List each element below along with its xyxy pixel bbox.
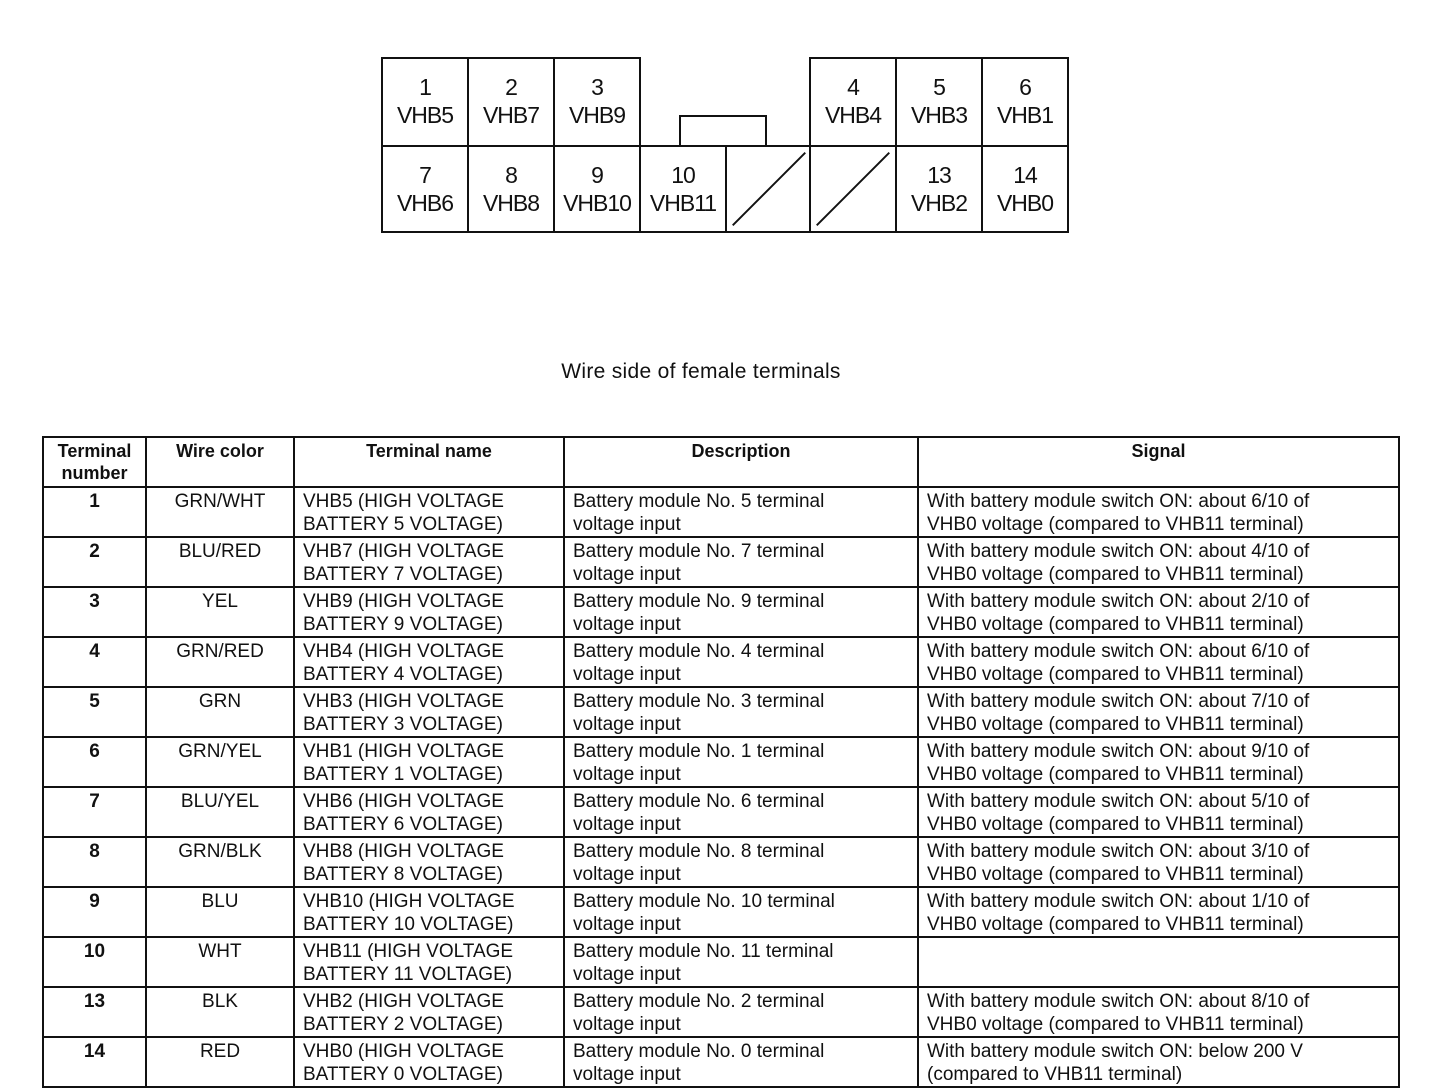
cell-line: Battery module No. 6 terminal (573, 791, 825, 812)
cell-terminal-name (294, 837, 564, 887)
table-row (43, 487, 1399, 537)
cell-line: VHB0 voltage (compared to VHB11 terminal) (927, 1014, 1304, 1035)
table-body (43, 487, 1399, 1087)
cell-line: voltage input (573, 564, 681, 585)
header-line: number (61, 463, 128, 483)
cell-line: voltage input (573, 1014, 681, 1035)
terminal-label: VHB3 (910, 102, 968, 128)
terminal-number: 5 (933, 74, 945, 100)
terminal-label: VHB7 (482, 102, 540, 128)
cell-line: BATTERY 11 VOLTAGE) (303, 964, 513, 985)
cell-terminal-name (294, 937, 564, 987)
terminal-number: 6 (1019, 74, 1031, 100)
unused-slash-icon (811, 147, 895, 231)
table-row (43, 787, 1399, 837)
cell-description (564, 637, 918, 687)
header-description: Description (564, 437, 918, 487)
cell-description (564, 787, 918, 837)
cell-description (564, 837, 918, 887)
cell-signal (918, 837, 1399, 887)
cell-line: voltage input (573, 514, 681, 535)
cell-terminal-number: 13 (43, 987, 146, 1037)
cell-line: Battery module No. 8 terminal (573, 841, 825, 862)
cell-line: VHB5 (HIGH VOLTAGE (303, 491, 504, 512)
cell-wire-color: WHT (146, 937, 294, 987)
cell-terminal-number: 4 (43, 637, 146, 687)
cell-line: Battery module No. 5 terminal (573, 491, 825, 512)
connector-lock-tab (679, 115, 767, 147)
table-row (43, 687, 1399, 737)
cell-line: VHB0 voltage (compared to VHB11 terminal) (927, 664, 1304, 685)
cell-line: With battery module switch ON: about 5/10 of (927, 791, 1310, 812)
connector-terminal-10 (639, 145, 727, 233)
table-row (43, 1037, 1399, 1087)
connector-terminal-1 (381, 57, 469, 147)
cell-terminal-name (294, 587, 564, 637)
cell-line: Battery module No. 4 terminal (573, 641, 825, 662)
cell-line: Battery module No. 1 terminal (573, 741, 825, 762)
cell-terminal-number: 5 (43, 687, 146, 737)
cell-line: VHB0 voltage (compared to VHB11 terminal) (927, 914, 1304, 935)
header-line: Terminal (57, 441, 132, 461)
cell-terminal-number: 3 (43, 587, 146, 637)
cell-line: BATTERY 8 VOLTAGE) (303, 864, 503, 885)
connector-terminal-2 (467, 57, 555, 147)
table-row (43, 937, 1399, 987)
cell-line: VHB6 (HIGH VOLTAGE (303, 791, 504, 812)
header-signal: Signal (918, 437, 1399, 487)
cell-line: BATTERY 6 VOLTAGE) (303, 814, 503, 835)
cell-line: With battery module switch ON: about 9/10 of (927, 741, 1310, 762)
cell-line: VHB3 (HIGH VOLTAGE (303, 691, 504, 712)
cell-wire-color: GRN/YEL (146, 737, 294, 787)
cell-terminal-name (294, 537, 564, 587)
terminal-number: 7 (419, 162, 431, 188)
cell-line: BATTERY 1 VOLTAGE) (303, 764, 503, 785)
cell-signal (918, 937, 1399, 987)
cell-line: With battery module switch ON: about 6/10 of (927, 491, 1310, 512)
cell-terminal-number: 14 (43, 1037, 146, 1087)
cell-terminal-name (294, 637, 564, 687)
cell-description (564, 587, 918, 637)
cell-line: BATTERY 7 VOLTAGE) (303, 564, 503, 585)
cell-wire-color: RED (146, 1037, 294, 1087)
terminal-label: VHB1 (996, 102, 1054, 128)
cell-line: With battery module switch ON: about 2/10 of (927, 591, 1310, 612)
cell-line: VHB8 (HIGH VOLTAGE (303, 841, 504, 862)
unused-slash-icon (727, 147, 811, 231)
cell-signal (918, 637, 1399, 687)
cell-line: (compared to VHB11 terminal) (927, 1064, 1183, 1085)
terminal-number: 1 (419, 74, 431, 100)
connector-terminal-unused-12 (809, 145, 897, 233)
cell-wire-color: BLU (146, 887, 294, 937)
cell-signal (918, 1037, 1399, 1087)
table-row (43, 587, 1399, 637)
cell-line: VHB4 (HIGH VOLTAGE (303, 641, 504, 662)
cell-line: voltage input (573, 664, 681, 685)
terminal-label: VHB10 (563, 190, 631, 216)
terminal-label: VHB4 (824, 102, 882, 128)
cell-line: With battery module switch ON: about 7/10 of (927, 691, 1310, 712)
cell-line: Battery module No. 9 terminal (573, 591, 825, 612)
cell-terminal-number: 1 (43, 487, 146, 537)
terminal-label: VHB2 (910, 190, 968, 216)
cell-line: voltage input (573, 964, 681, 985)
cell-terminal-name (294, 987, 564, 1037)
terminal-label: VHB6 (396, 190, 454, 216)
cell-signal (918, 587, 1399, 637)
cell-line: With battery module switch ON: about 8/10 of (927, 991, 1310, 1012)
cell-line: With battery module switch ON: about 3/10 of (927, 841, 1310, 862)
cell-line: BATTERY 2 VOLTAGE) (303, 1014, 503, 1035)
cell-signal (918, 737, 1399, 787)
cell-line: With battery module switch ON: below 200 V (927, 1041, 1303, 1062)
table-row (43, 737, 1399, 787)
table-row (43, 987, 1399, 1037)
terminal-number: 4 (847, 74, 859, 100)
cell-signal (918, 787, 1399, 837)
terminal-label: VHB8 (482, 190, 540, 216)
header-terminal-name: Terminal name (294, 437, 564, 487)
cell-line: VHB0 voltage (compared to VHB11 terminal) (927, 614, 1304, 635)
connector-terminal-7 (381, 145, 469, 233)
cell-wire-color: BLK (146, 987, 294, 1037)
cell-line: VHB0 voltage (compared to VHB11 terminal) (927, 864, 1304, 885)
cell-description (564, 987, 918, 1037)
cell-line: Battery module No. 11 terminal (573, 941, 834, 962)
cell-terminal-name (294, 787, 564, 837)
cell-line: VHB0 voltage (compared to VHB11 terminal) (927, 714, 1304, 735)
connector-terminal-5 (895, 57, 983, 147)
cell-description (564, 937, 918, 987)
cell-description (564, 687, 918, 737)
cell-line: VHB9 (HIGH VOLTAGE (303, 591, 504, 612)
header-terminal-number (43, 437, 146, 487)
cell-line: BATTERY 9 VOLTAGE) (303, 614, 503, 635)
terminal-number: 9 (591, 162, 603, 188)
cell-terminal-number: 7 (43, 787, 146, 837)
cell-terminal-name (294, 887, 564, 937)
connector-terminal-13 (895, 145, 983, 233)
cell-wire-color: GRN/RED (146, 637, 294, 687)
cell-description (564, 537, 918, 587)
connector-terminal-4 (809, 57, 897, 147)
cell-wire-color: YEL (146, 587, 294, 637)
cell-line: voltage input (573, 614, 681, 635)
cell-wire-color: BLU/RED (146, 537, 294, 587)
terminal-number: 3 (591, 74, 603, 100)
terminal-label: VHB11 (649, 190, 717, 216)
table-row (43, 837, 1399, 887)
connector-terminal-8 (467, 145, 555, 233)
cell-wire-color: GRN/BLK (146, 837, 294, 887)
cell-line: With battery module switch ON: about 1/10 of (927, 891, 1310, 912)
cell-line: VHB0 voltage (compared to VHB11 terminal) (927, 814, 1304, 835)
cell-line: voltage input (573, 1064, 681, 1085)
terminal-number: 13 (927, 162, 951, 188)
cell-terminal-name (294, 487, 564, 537)
terminal-number: 14 (1013, 162, 1037, 188)
cell-line: BATTERY 5 VOLTAGE) (303, 514, 503, 535)
cell-line: VHB0 voltage (compared to VHB11 terminal) (927, 764, 1304, 785)
cell-line: voltage input (573, 814, 681, 835)
cell-terminal-number: 10 (43, 937, 146, 987)
cell-line: voltage input (573, 714, 681, 735)
cell-line: VHB7 (HIGH VOLTAGE (303, 541, 504, 562)
cell-terminal-name (294, 687, 564, 737)
cell-terminal-number: 8 (43, 837, 146, 887)
cell-line: With battery module switch ON: about 6/10 of (927, 641, 1310, 662)
terminal-label: VHB9 (568, 102, 626, 128)
cell-terminal-number: 9 (43, 887, 146, 937)
diagram-caption: Wire side of female terminals (561, 360, 841, 383)
connector-terminal-14 (981, 145, 1069, 233)
cell-description (564, 737, 918, 787)
table-header-row (43, 437, 1399, 487)
connector-terminal-unused-11 (725, 145, 813, 233)
cell-line: VHB0 (HIGH VOLTAGE (303, 1041, 504, 1062)
cell-line: Battery module No. 3 terminal (573, 691, 825, 712)
terminal-number: 2 (505, 74, 517, 100)
cell-terminal-number: 2 (43, 537, 146, 587)
cell-signal (918, 487, 1399, 537)
terminal-table-container (42, 436, 1398, 1088)
table-row (43, 537, 1399, 587)
cell-signal (918, 537, 1399, 587)
connector-terminal-3 (553, 57, 641, 147)
table-row (43, 887, 1399, 937)
cell-line: VHB2 (HIGH VOLTAGE (303, 991, 504, 1012)
cell-line: voltage input (573, 764, 681, 785)
cell-line: With battery module switch ON: about 4/10 of (927, 541, 1310, 562)
cell-terminal-name (294, 737, 564, 787)
terminal-number: 10 (671, 162, 695, 188)
cell-wire-color: GRN (146, 687, 294, 737)
cell-line: VHB0 voltage (compared to VHB11 terminal) (927, 564, 1304, 585)
cell-line: voltage input (573, 914, 681, 935)
terminal-label: VHB0 (996, 190, 1054, 216)
terminal-number: 8 (505, 162, 517, 188)
cell-line: BATTERY 0 VOLTAGE) (303, 1064, 503, 1085)
cell-line: VHB11 (HIGH VOLTAGE (303, 941, 514, 962)
cell-signal (918, 987, 1399, 1037)
cell-signal (918, 887, 1399, 937)
cell-line: voltage input (573, 864, 681, 885)
cell-wire-color: BLU/YEL (146, 787, 294, 837)
cell-line: VHB1 (HIGH VOLTAGE (303, 741, 504, 762)
cell-description (564, 487, 918, 537)
cell-line: Battery module No. 0 terminal (573, 1041, 825, 1062)
cell-description (564, 1037, 918, 1087)
table-row (43, 637, 1399, 687)
connector-diagram (381, 57, 1069, 233)
cell-line: Battery module No. 2 terminal (573, 991, 825, 1012)
cell-line: BATTERY 4 VOLTAGE) (303, 664, 503, 685)
cell-terminal-number: 6 (43, 737, 146, 787)
cell-line: Battery module No. 7 terminal (573, 541, 825, 562)
header-wire-color: Wire color (146, 437, 294, 487)
cell-terminal-name (294, 1037, 564, 1087)
terminal-label: VHB5 (396, 102, 454, 128)
cell-line: BATTERY 3 VOLTAGE) (303, 714, 503, 735)
cell-line: Battery module No. 10 terminal (573, 891, 835, 912)
terminal-table (42, 436, 1400, 1088)
cell-line: VHB0 voltage (compared to VHB11 terminal) (927, 514, 1304, 535)
cell-line: VHB10 (HIGH VOLTAGE (303, 891, 515, 912)
cell-description (564, 887, 918, 937)
cell-wire-color: GRN/WHT (146, 487, 294, 537)
connector-terminal-6 (981, 57, 1069, 147)
cell-line: BATTERY 10 VOLTAGE) (303, 914, 514, 935)
connector-terminal-9 (553, 145, 641, 233)
cell-signal (918, 687, 1399, 737)
